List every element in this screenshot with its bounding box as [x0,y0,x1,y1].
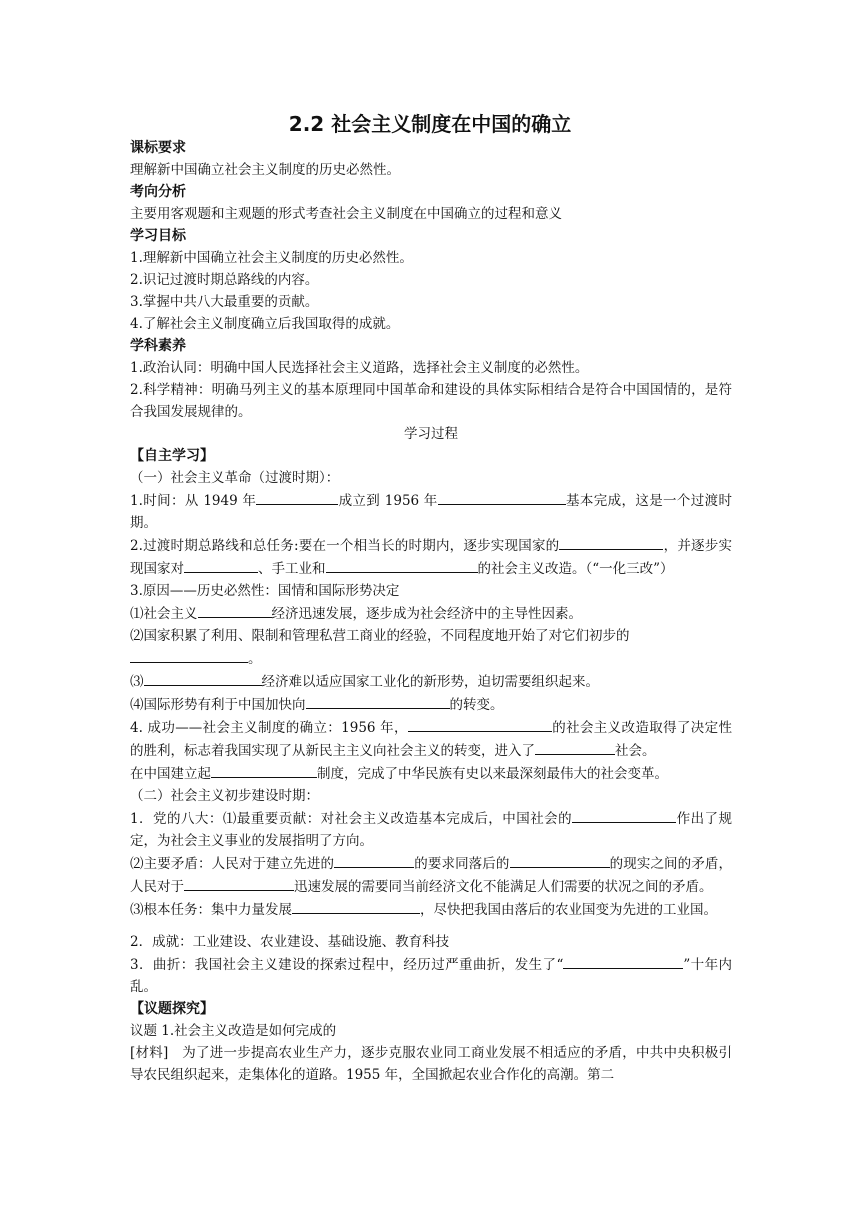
fill-blank[interactable] [572,807,676,823]
item-fundamental-task: ⑶根本任务：集中力量发展 ，尽快把我国由落后的农业国变为先进的工业国。 [130,898,732,921]
item-achievements: 2．成就：工业建设、农业建设、基础设施、教育科技 [130,934,450,950]
paragraph-kbyq: 理解新中国确立社会主义制度的历史必然性。 [130,162,400,178]
part1-heading: （一）社会主义革命（过渡时期）： [130,470,340,486]
heading-ytty: 【议题探究】 [130,1001,214,1017]
fill-blank[interactable] [130,647,248,663]
fill-blank[interactable] [211,762,317,778]
item-setbacks: 3．曲折：我国社会主义建设的探索过程中，经历过严重曲折，发生了“ ”十年内乱。 [130,953,732,998]
fill-blank[interactable] [198,602,272,618]
fill-blank[interactable] [306,693,450,709]
part2-heading: （二）社会主义初步建设时期： [130,788,319,804]
heading-zzxx: 【自主学习】 [130,448,214,464]
fill-blank[interactable] [535,739,615,755]
goal-item: 1.理解新中国确立社会主义制度的历史必然性。 [130,250,413,266]
fill-blank[interactable] [334,852,414,868]
fill-blank[interactable] [559,534,663,550]
reason-3: ⑶ 经济难以适应国家工业化的新形势，迫切需要组织起来。 [130,670,732,693]
heading-kxfx: 考向分析 [130,184,186,200]
item-success: 4. 成功——社会主义制度的确立：1956 年， 的社会主义改造取得了决定性的胜利，标志着我国实现了从新民主主义向社会主义的转变，进入了 社会。 [130,716,732,762]
fill-blank[interactable] [563,953,683,969]
heading-kbyq: 课标要求 [130,140,186,156]
item-eighth-congress: 1．党的八大：⑴最重要贡献：对社会主义改造基本完成后，中国社会的 作出了规定，为社会主义事业的发展指明了方向。 [130,807,732,852]
item-reason: 3.原因——历史必然性：国情和国际形势决定 [130,583,400,599]
reason-1: ⑴社会主义 经济迅速发展，逐步成为社会经济中的主导性因素。 [130,602,732,625]
fill-blank[interactable] [144,670,262,686]
item-establish: 在中国建立起 制度，完成了中华民族有史以来最深刻最伟大的社会变革。 [130,762,732,785]
fill-blank[interactable] [184,557,258,573]
item-time: 1.时间：从 1949 年 成立到 1956 年 基本完成，这是一个过渡时期。 [130,489,732,534]
item-general-line: 2.过渡时期总路线和总任务:要在一个相当长的时期内，逐步实现国家的 ，并逐步实现国家对 、手工业和 的社会主义改造。（“一化三改”） [130,534,732,580]
learning-process-heading: 学习过程 [404,426,458,442]
fill-blank[interactable] [326,557,478,573]
fill-blank[interactable] [408,716,552,732]
page-title: 2.2 社会主义制度在中国的确立 [288,112,572,136]
fill-blank[interactable] [438,489,566,505]
literacy-item: 1.政治认同：明确中国人民选择社会主义道路，选择社会主义制度的必然性。 [130,360,589,376]
reason-4: ⑷国际形势有利于中国加快向 的转变。 [130,693,732,716]
document-body [130,137,732,1086]
fill-blank[interactable] [256,489,338,505]
literacy-item: 2.科学精神：明确马列主义的基本原理同中国革命和建设的具体实际相结合是符合中国国情的，是符合我国发展规律的。 [130,382,732,420]
material-paragraph: [材料] 为了进一步提高农业生产力，逐步克服农业同工商业发展不相适应的矛盾，中共中央积极引导农民组织起来，走集体化的道路。1955 年，全国掀起农业合作化的高潮。第二 [130,1045,732,1083]
heading-xxmb: 学习目标 [130,228,186,244]
goal-item: 3.掌握中共八大最重要的贡献。 [130,294,319,310]
topic-1: 议题 1.社会主义改造是如何完成的 [130,1023,337,1039]
fill-blank[interactable] [510,852,610,868]
reason-2: ⑵国家积累了利用、限制和管理私营工商业的经验，不同程度地开始了对它们初步的。 [130,628,630,667]
goal-item: 4.了解社会主义制度确立后我国取得的成就。 [130,316,400,332]
item-main-contradiction: ⑵主要矛盾：人民对于建立先进的 的要求同落后的 的现实之间的矛盾，人民对于 迅速发展的需要同当前经济文化不能满足人们需要的状况之间的矛盾。 [130,852,732,898]
paragraph-kxfx: 主要用客观题和主观题的形式考查社会主义制度在中国确立的过程和意义 [130,206,562,222]
heading-xksy: 学科素养 [130,338,186,354]
fill-blank[interactable] [292,898,420,914]
spacer [130,921,732,931]
goal-item: 2.识记过渡时期总路线的内容。 [130,272,319,288]
fill-blank[interactable] [184,875,294,891]
